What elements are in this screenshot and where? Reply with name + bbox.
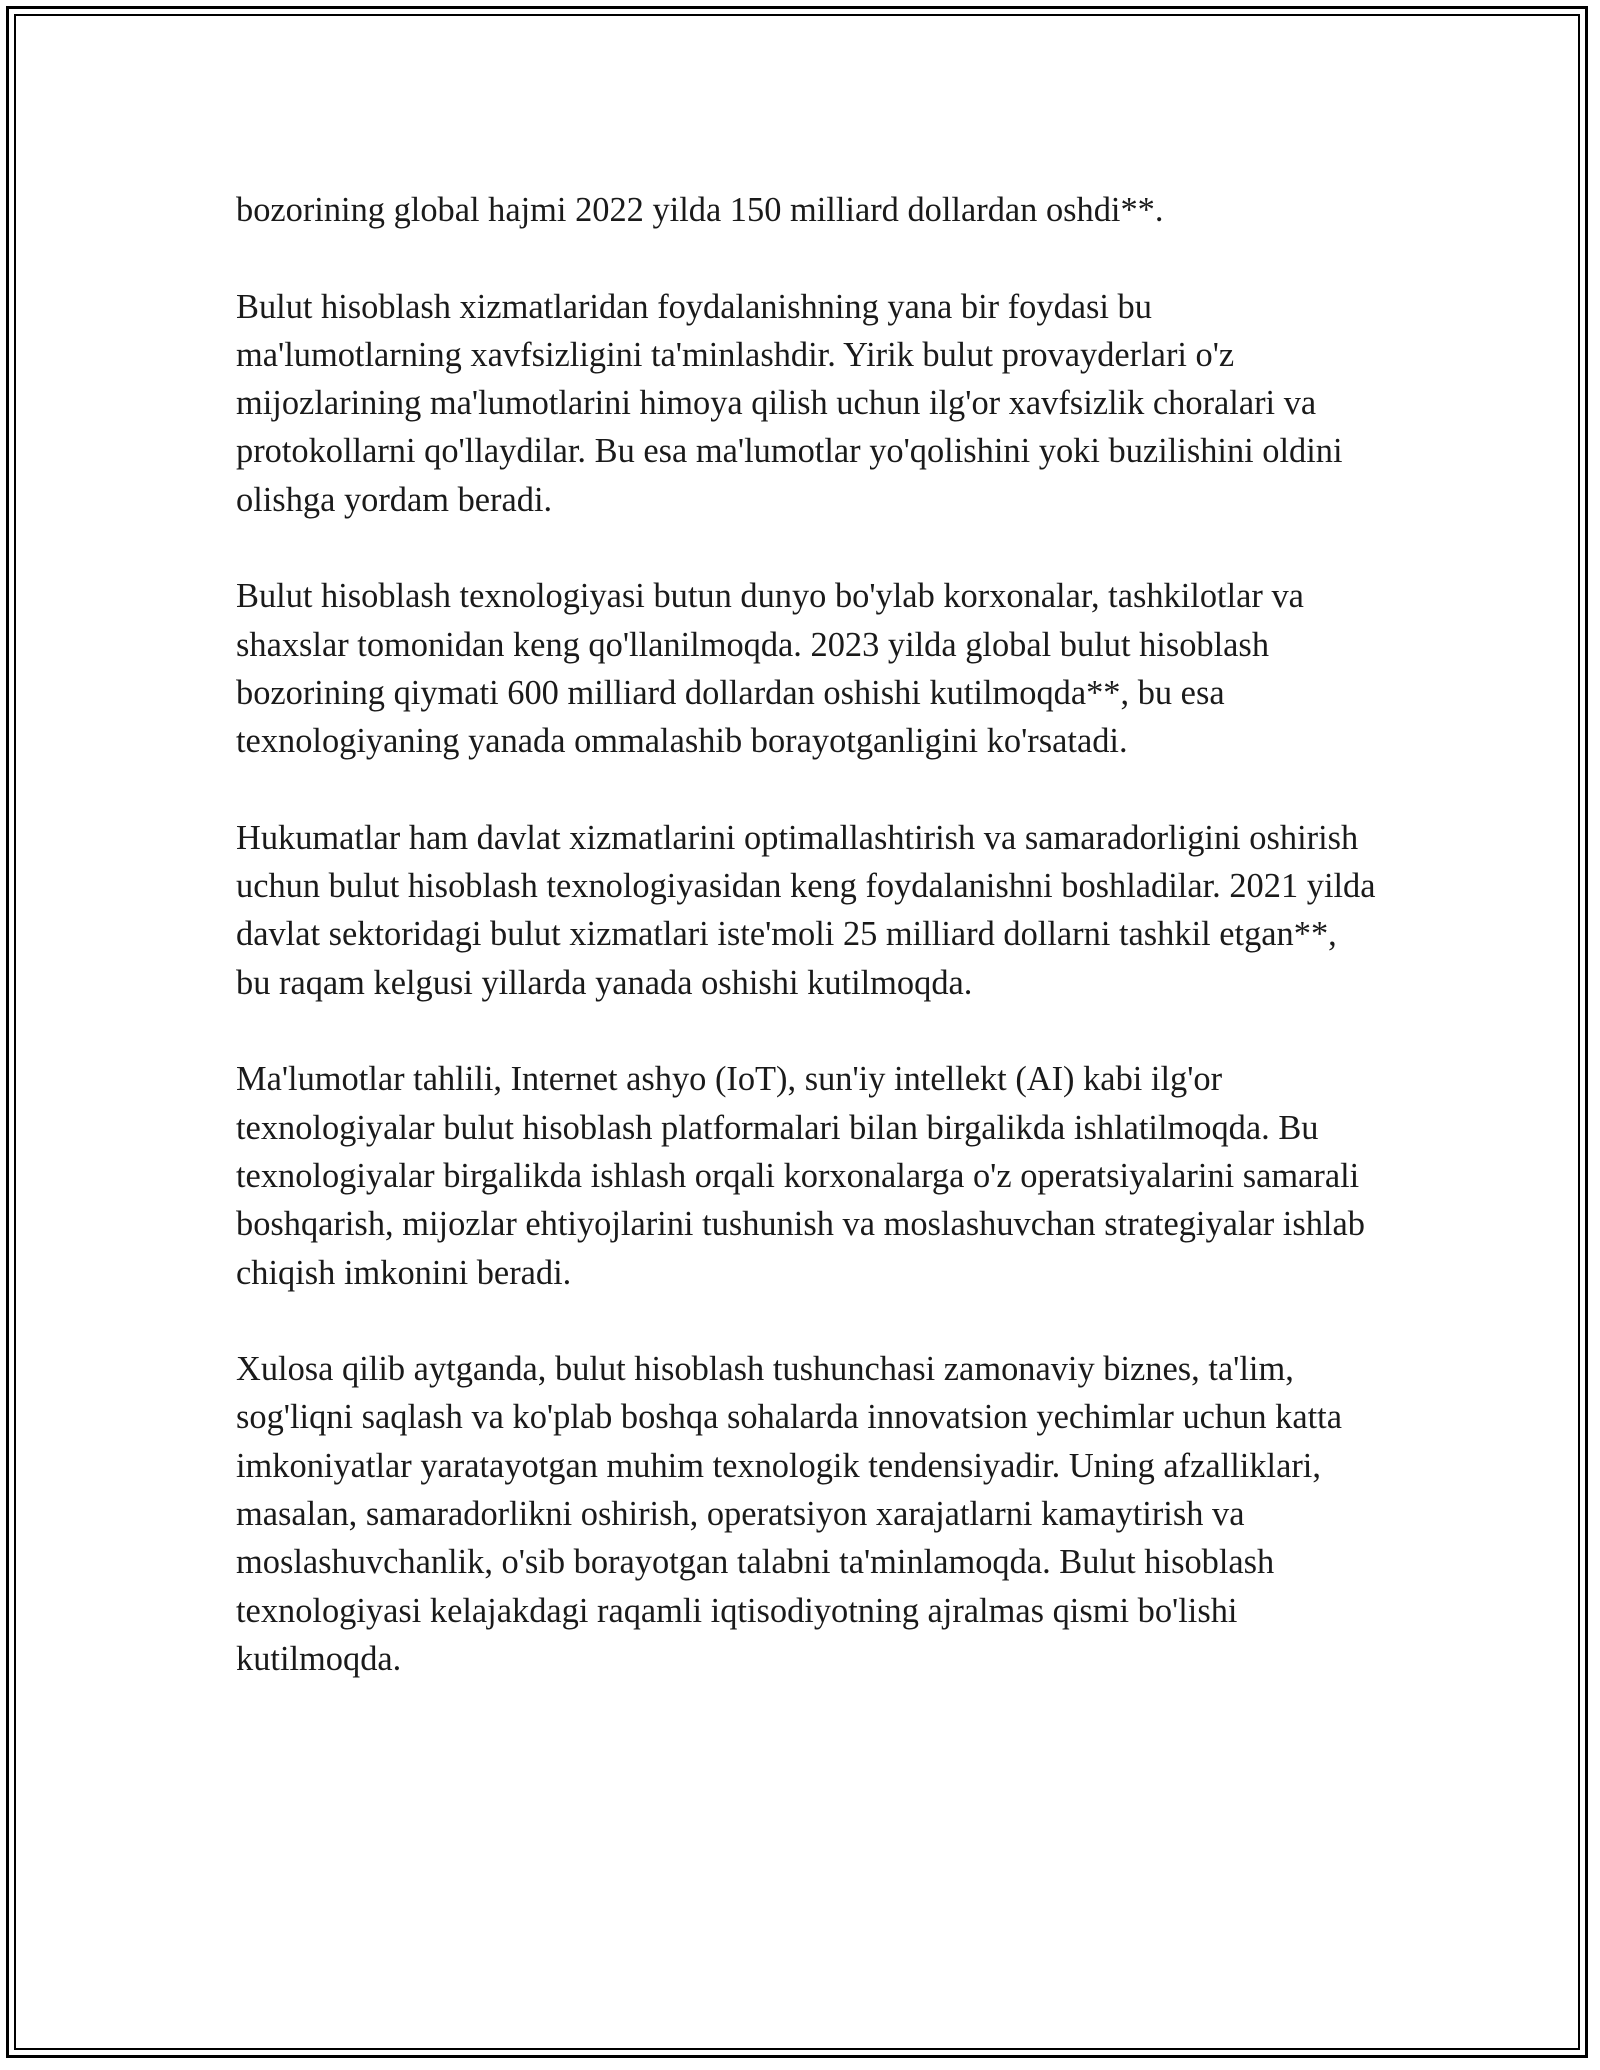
paragraph: Hukumatlar ham davlat xizmatlarini optimallashtirish va samaradorligini oshirish uchun bulut hisoblash texnologiyasidan keng foydalanishni boshladilar. 2021 yilda davlat sektoridagi bulut xizmatlari iste'moli 25 milliard dollarni tashkil etgan**, bu raqam kelgusi yillarda yanada oshishi kutilmoqda. xyxy=(236,818,1376,1002)
document-body xyxy=(236,186,1376,1683)
paragraph: Xulosa qilib aytganda, bulut hisoblash tushunchasi zamonaviy biznes, ta'lim, sog'liqni saqlash va ko'plab boshqa sohalarda innovatsion yechimlar uchun katta imkoniyatlar yaratayotgan muhim texnologik tendensiyadir. Uning afzalliklari, masalan, samaradorlikni oshirish, operatsiyon xarajatlarni kamaytirish va moslashuvchanlik, o'sib borayotgan talabni ta'minlamoqda. Bulut hisoblash texnologiyasi kelajakdagi raqamli iqtisodiyotning ajralmas qismi bo'lishi kutilmoqda. xyxy=(236,1350,1342,1678)
paragraph: Bulut hisoblash xizmatlaridan foydalanishning yana bir foydasi bu ma'lumotlarning xavfsizligini ta'minlashdir. Yirik bulut provayderlari o'z mijozlarining ma'lumotlarini himoya qilish uchun ilg'or xavfsizlik choralari va protokollarni qo'llaydilar. Bu esa ma'lumotlar yo'qolishini yoki buzilishini oldini olishga yordam beradi. xyxy=(236,287,1343,519)
paragraph: Bulut hisoblash texnologiyasi butun dunyo bo'ylab korxonalar, tashkilotlar va shaxslar tomonidan keng qo'llanilmoqda. 2023 yilda global bulut hisoblash bozorining qiymati 600 milliard dollardan oshishi kutilmoqda**, bu esa texnologiyaning yanada ommalashib borayotganligini ko'rsatadi. xyxy=(236,577,1304,761)
paragraph: bozorining global hajmi 2022 yilda 150 milliard dollardan oshdi**. xyxy=(236,191,1164,229)
paragraph: Ma'lumotlar tahlili, Internet ashyo (IoT), sun'iy intellekt (AI) kabi ilg'or texnologiyalar bulut hisoblash platformalari bilan birgalikda ishlatilmoqda. Bu texnologiyalar birgalikda ishlash orqali korxonalarga o'z operatsiyalarini samarali boshqarish, mijozlar ehtiyojlarini tushunish va moslashuvchan strategiyalar ishlab chiqish imkonini beradi. xyxy=(236,1060,1365,1292)
